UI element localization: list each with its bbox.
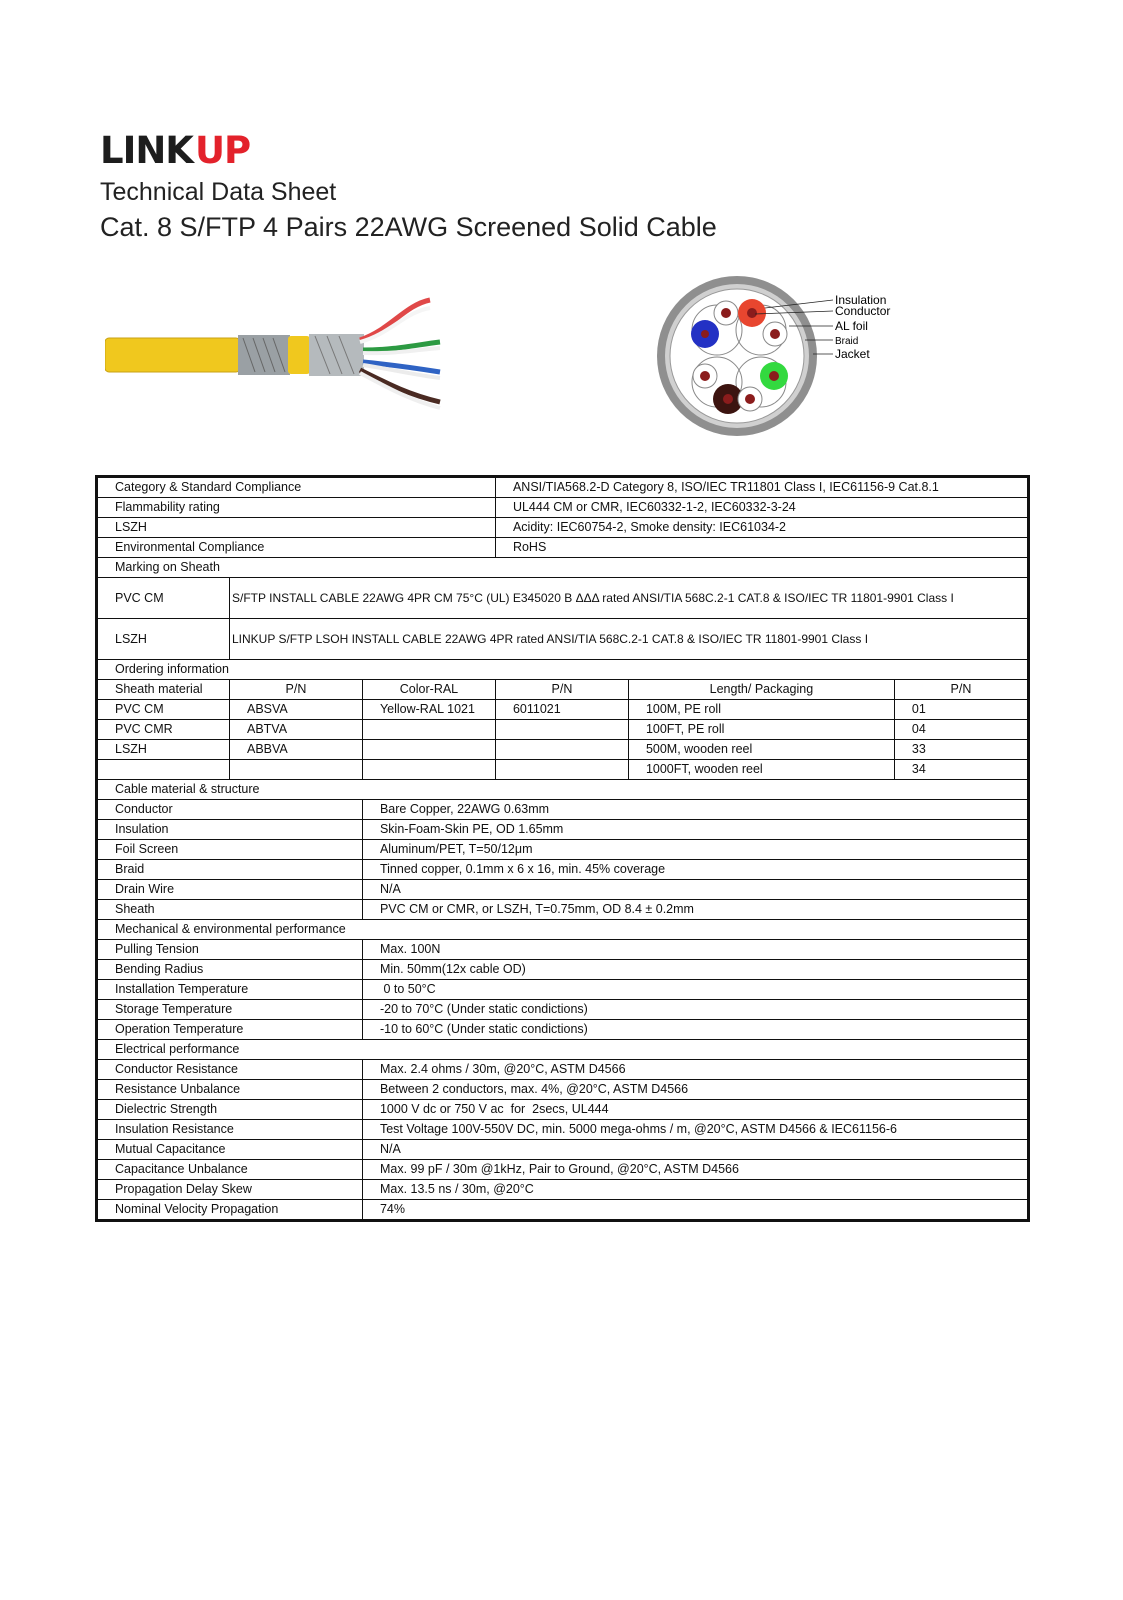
table-cell: 1000FT, wooden reel (628, 760, 894, 780)
section-heading-row (97, 660, 1029, 680)
table-cell: LSZH (97, 740, 230, 760)
table-cell: 01 (894, 700, 1028, 720)
row-value: LINKUP S/FTP LSOH INSTALL CABLE 22AWG 4PR rated ANSI/TIA 568C.2-1 CAT.8 & ISO/IEC TR 11801-9901 Class I (229, 619, 1028, 660)
row-label: Insulation (97, 820, 363, 840)
row-label: Resistance Unbalance (97, 1080, 363, 1100)
row-value: Min. 50mm(12x cable OD) (362, 960, 1028, 980)
brand-logo (100, 130, 250, 170)
table-row (97, 619, 1029, 660)
table-cell (495, 720, 628, 740)
table-row (97, 498, 1029, 518)
table-row (97, 740, 1029, 760)
table-row (97, 538, 1029, 558)
table-row (97, 1060, 1029, 1080)
row-label: Dielectric Strength (97, 1100, 363, 1120)
row-value: Skin-Foam-Skin PE, OD 1.65mm (362, 820, 1028, 840)
table-cell: 04 (894, 720, 1028, 740)
row-label: Installation Temperature (97, 980, 363, 1000)
table-row (97, 578, 1029, 619)
table-cell: 500M, wooden reel (628, 740, 894, 760)
column-header: Sheath material (97, 680, 230, 700)
row-label: Braid (97, 860, 363, 880)
column-header: P/N (894, 680, 1028, 700)
row-value: 1000 V dc or 750 V ac for 2secs, UL444 (362, 1100, 1028, 1120)
table-cell (495, 740, 628, 760)
row-label: Pulling Tension (97, 940, 363, 960)
table-row (97, 720, 1029, 740)
row-value: Max. 100N (362, 940, 1028, 960)
row-value: ANSI/TIA568.2-D Category 8, ISO/IEC TR11801 Class I, IEC61156-9 Cat.8.1 (495, 477, 1028, 498)
column-header: Color-RAL (362, 680, 495, 700)
table-header-row (97, 680, 1029, 700)
label-al-foil: AL foil (835, 319, 868, 333)
row-value: Bare Copper, 22AWG 0.63mm (362, 800, 1028, 820)
product-title: Cat. 8 S/FTP 4 Pairs 22AWG Screened Solid Cable (100, 212, 717, 242)
section-heading-row (97, 558, 1029, 578)
label-conductor: Conductor (835, 304, 891, 318)
table-cell: Yellow-RAL 1021 (362, 700, 495, 720)
row-label: Storage Temperature (97, 1000, 363, 1020)
row-value: Between 2 conductors, max. 4%, @20°C, ASTM D4566 (362, 1080, 1028, 1100)
section-heading-row (97, 1040, 1029, 1060)
table-row (97, 940, 1029, 960)
table-row (97, 1180, 1029, 1200)
row-value: Acidity: IEC60754-2, Smoke density: IEC61034-2 (495, 518, 1028, 538)
section-heading-row (97, 920, 1029, 940)
spec-table (95, 475, 1030, 1222)
table-cell (362, 760, 495, 780)
row-value: -10 to 60°C (Under static condictions) (362, 1020, 1028, 1040)
row-value: PVC CM or CMR, or LSZH, T=0.75mm, OD 8.4 ± 0.2mm (362, 900, 1028, 920)
label-jacket: Jacket (835, 347, 870, 361)
row-value: RoHS (495, 538, 1028, 558)
row-label: Capacitance Unbalance (97, 1160, 363, 1180)
logo-text-link: LINK (100, 128, 193, 172)
table-row (97, 840, 1029, 860)
table-row (97, 980, 1029, 1000)
label-insulation: Insulation (835, 293, 887, 307)
row-label: Nominal Velocity Propagation (97, 1200, 363, 1221)
row-label: Bending Radius (97, 960, 363, 980)
row-value: 0 to 50°C (362, 980, 1028, 1000)
table-cell (229, 760, 362, 780)
row-label: Sheath (97, 900, 363, 920)
table-row (97, 820, 1029, 840)
table-cell (362, 740, 495, 760)
row-label: Environmental Compliance (97, 538, 496, 558)
row-value: Max. 2.4 ohms / 30m, @20°C, ASTM D4566 (362, 1060, 1028, 1080)
section-heading: Cable material & structure (97, 780, 1029, 800)
table-row (97, 518, 1029, 538)
column-header: P/N (495, 680, 628, 700)
row-value: N/A (362, 1140, 1028, 1160)
cable-cross-section-diagram (655, 268, 915, 448)
table-cell: PVC CMR (97, 720, 230, 740)
table-cell: 6011021 (495, 700, 628, 720)
table-row (97, 860, 1029, 880)
table-cell: 100M, PE roll (628, 700, 894, 720)
row-value: Test Voltage 100V-550V DC, min. 5000 mega-ohms / m, @20°C, ASTM D4566 & IEC61156-6 (362, 1120, 1028, 1140)
section-heading: Marking on Sheath (97, 558, 1029, 578)
table-row (97, 900, 1029, 920)
table-cell: 33 (894, 740, 1028, 760)
table-row (97, 477, 1029, 498)
table-row (97, 1020, 1029, 1040)
section-heading: Electrical performance (97, 1040, 1029, 1060)
row-label: Insulation Resistance (97, 1120, 363, 1140)
row-label: Mutual Capacitance (97, 1140, 363, 1160)
table-cell: 100FT, PE roll (628, 720, 894, 740)
column-header: Length/ Packaging (628, 680, 894, 700)
table-row (97, 1080, 1029, 1100)
table-row (97, 960, 1029, 980)
table-cell (97, 760, 230, 780)
row-label: LSZH (97, 518, 496, 538)
row-value: -20 to 70°C (Under static condictions) (362, 1000, 1028, 1020)
row-value: Tinned copper, 0.1mm x 6 x 16, min. 45% coverage (362, 860, 1028, 880)
column-header: P/N (229, 680, 362, 700)
table-cell: PVC CM (97, 700, 230, 720)
row-label: Operation Temperature (97, 1020, 363, 1040)
row-label: Propagation Delay Skew (97, 1180, 363, 1200)
table-cell: ABTVA (229, 720, 362, 740)
table-row (97, 1200, 1029, 1221)
row-value: N/A (362, 880, 1028, 900)
row-value: Max. 99 pF / 30m @1kHz, Pair to Ground, @20°C, ASTM D4566 (362, 1160, 1028, 1180)
table-cell (362, 720, 495, 740)
label-braid: Braid (835, 336, 859, 347)
row-label: Conductor Resistance (97, 1060, 363, 1080)
table-row (97, 800, 1029, 820)
section-heading-row (97, 780, 1029, 800)
row-label: Category & Standard Compliance (97, 477, 496, 498)
row-value: UL444 CM or CMR, IEC60332-1-2, IEC60332-3-24 (495, 498, 1028, 518)
table-cell: ABSVA (229, 700, 362, 720)
row-label: Flammability rating (97, 498, 496, 518)
table-row (97, 1160, 1029, 1180)
row-label: LSZH (97, 619, 230, 660)
table-row (97, 1100, 1029, 1120)
logo-text-up: UP (194, 128, 251, 172)
table-cell (495, 760, 628, 780)
table-row (97, 1000, 1029, 1020)
row-label: Drain Wire (97, 880, 363, 900)
table-row (97, 880, 1029, 900)
table-row (97, 700, 1029, 720)
row-value: S/FTP INSTALL CABLE 22AWG 4PR CM 75°C (UL) E345020 B ΔΔΔ rated ANSI/TIA 568C.2-1 CAT.8 & ISO/IEC TR 11801-9901 Class I (229, 578, 1028, 619)
row-label: Conductor (97, 800, 363, 820)
section-heading: Ordering information (97, 660, 1029, 680)
row-label: Foil Screen (97, 840, 363, 860)
cable-photo (105, 290, 455, 420)
table-cell: 34 (894, 760, 1028, 780)
table-row (97, 760, 1029, 780)
row-value: Aluminum/PET, T=50/12μm (362, 840, 1028, 860)
page-title: Technical Data Sheet (100, 178, 337, 206)
table-row (97, 1140, 1029, 1160)
section-heading: Mechanical & environmental performance (97, 920, 1029, 940)
row-value: 74% (362, 1200, 1028, 1221)
row-value: Max. 13.5 ns / 30m, @20°C (362, 1180, 1028, 1200)
row-label: PVC CM (97, 578, 230, 619)
table-row (97, 1120, 1029, 1140)
table-cell: ABBVA (229, 740, 362, 760)
